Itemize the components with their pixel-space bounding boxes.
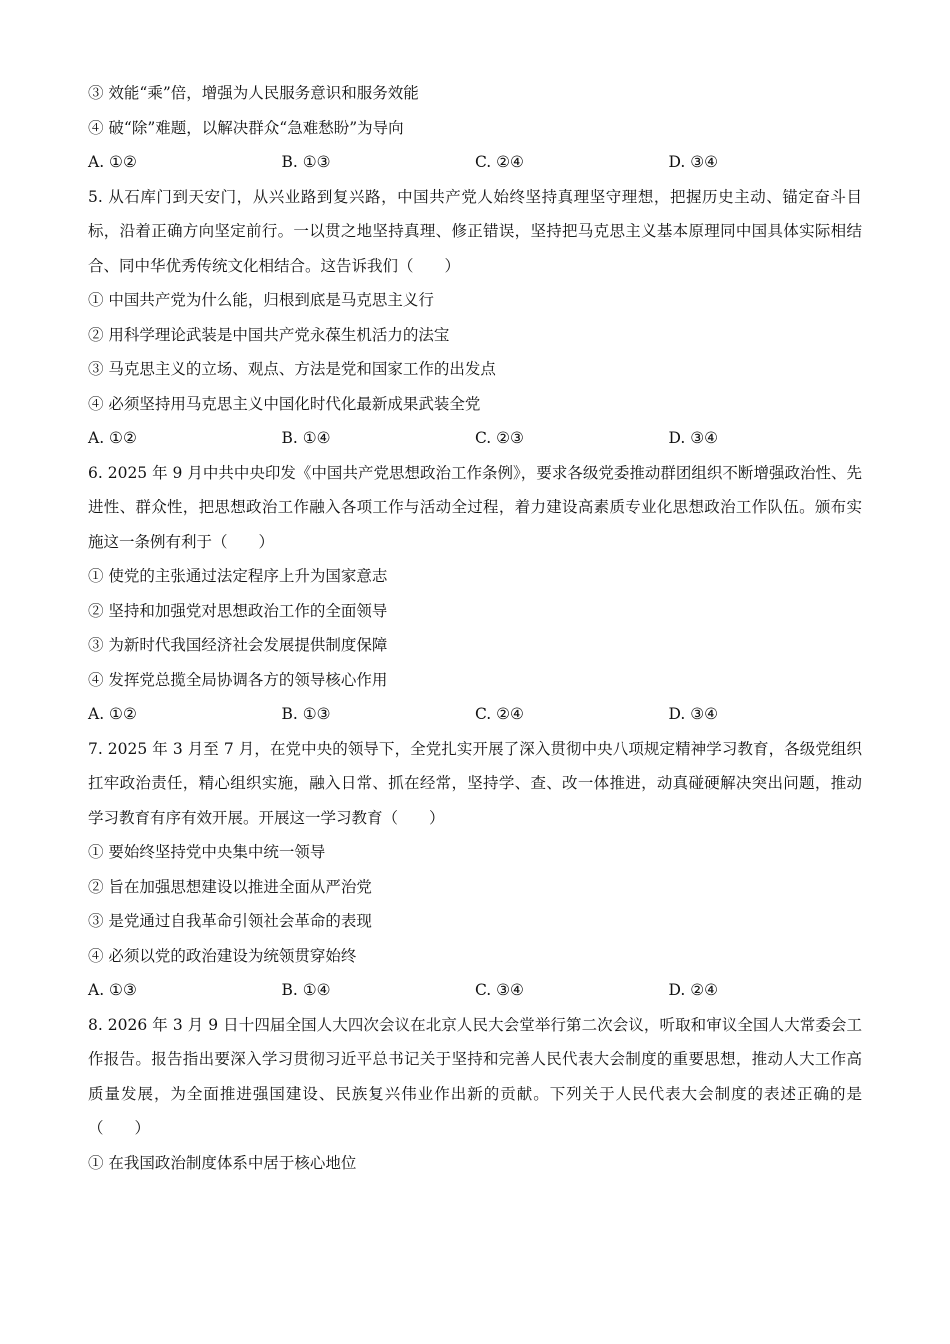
question-6 — [88, 456, 862, 732]
q6-item-3: ③ 为新时代我国经济社会发展提供制度保障 — [88, 636, 388, 654]
q4-item-4: ④ 破“除”难题，以解决群众“急难愁盼”为导向 — [88, 118, 404, 137]
q4-options — [88, 145, 862, 180]
q5-stem: 5. 从石库门到天安门，从兴业路到复兴路，中国共产党人始终坚持真理坚守理想，把握历史主动、锚定奋斗目标，沿着正确方向坚定前行。一以贯之地坚持真理、修正错误，坚持把马克思主义基本原理同中国具体实际相结合、同中华优秀传统文化相结合。这告诉我们（ ） — [88, 187, 862, 275]
q6-item-4: ④ 发挥党总揽全局协调各方的领导核心作用 — [88, 670, 388, 689]
q7-item-3: ③ 是党通过自我革命引领社会革命的表现 — [88, 912, 372, 930]
q4-option-a: A. ①② — [88, 153, 137, 171]
q4-option-d: D. ③④ — [668, 153, 719, 171]
q6-option-a: A. ①② — [88, 705, 137, 723]
q6-options — [88, 697, 862, 732]
q4-option-b: B. ①③ — [281, 153, 331, 171]
q5-option-c: C. ②③ — [475, 429, 524, 447]
q5-item-1: ① 中国共产党为什么能，归根到底是马克思主义行 — [88, 291, 434, 309]
q7-options — [88, 973, 862, 1008]
question-7 — [88, 732, 862, 1008]
q7-option-c: C. ③④ — [475, 981, 524, 999]
q7-option-d: D. ②④ — [668, 981, 719, 999]
q7-option-a: A. ①③ — [88, 981, 137, 999]
q7-option-b: B. ①④ — [281, 981, 331, 999]
q5-option-b: B. ①④ — [281, 429, 331, 447]
question-8 — [88, 1008, 862, 1181]
exam-page — [88, 76, 862, 1180]
q7-item-2: ② 旨在加强思想建设以推进全面从严治党 — [88, 877, 372, 896]
q6-option-c: C. ②④ — [475, 705, 524, 723]
q5-option-a: A. ①② — [88, 429, 137, 447]
q4-item-3: ③ 效能“乘”倍，增强为人民服务意识和服务效能 — [88, 84, 419, 102]
q5-option-d: D. ③④ — [668, 429, 719, 447]
q7-item-4: ④ 必须以党的政治建设为统领贯穿始终 — [88, 946, 357, 965]
question-4-tail — [88, 76, 862, 180]
q7-stem: 7. 2025 年 3 月至 7 月，在党中央的领导下，全党扎实开展了深入贯彻中央八项规定精神学习教育，各级党组织扛牢政治责任，精心组织实施，融入日常、抓在经常，坚持学、查、改一体推进，动真碰硬解决突出问题，推动学习教育有序有效开展。开展这一学习教育（ ） — [88, 739, 862, 827]
q6-option-d: D. ③④ — [668, 705, 719, 723]
q6-item-2: ② 坚持和加强党对思想政治工作的全面领导 — [88, 601, 388, 620]
q5-item-3: ③ 马克思主义的立场、观点、方法是党和国家工作的出发点 — [88, 360, 496, 378]
q5-item-4: ④ 必须坚持用马克思主义中国化时代化最新成果武装全党 — [88, 394, 481, 413]
q4-option-c: C. ②④ — [475, 153, 524, 171]
q6-stem: 6. 2025 年 9 月中共中央印发《中国共产党思想政治工作条例》，要求各级党委推动群团组织不断增强政治性、先进性、群众性，把思想政治工作融入各项工作与活动全过程，着力建设高素质专业化思想政治工作队伍。颁布实施这一条例有利于（ ） — [88, 463, 862, 551]
q8-stem: 8. 2026 年 3 月 9 日十四届全国人大四次会议在北京人民大会堂举行第二次会议，听取和审议全国人大常委会工作报告。报告指出要深入学习贯彻习近平总书记关于坚持和完善人民代表大会制度的重要思想，推动人大工作高质量发展，为全面推进强国建设、民族复兴伟业作出新的贡献。下列关于人民代表大会制度的表述正确的是（ ） — [88, 1015, 862, 1137]
q5-options — [88, 421, 862, 456]
q7-item-1: ① 要始终坚持党中央集中统一领导 — [88, 843, 326, 861]
q5-item-2: ② 用科学理论武装是中国共产党永葆生机活力的法宝 — [88, 325, 450, 344]
q8-item-1: ① 在我国政治制度体系中居于核心地位 — [88, 1153, 357, 1172]
q6-item-1: ① 使党的主张通过法定程序上升为国家意志 — [88, 567, 388, 585]
question-5 — [88, 180, 862, 456]
q6-option-b: B. ①③ — [281, 705, 331, 723]
